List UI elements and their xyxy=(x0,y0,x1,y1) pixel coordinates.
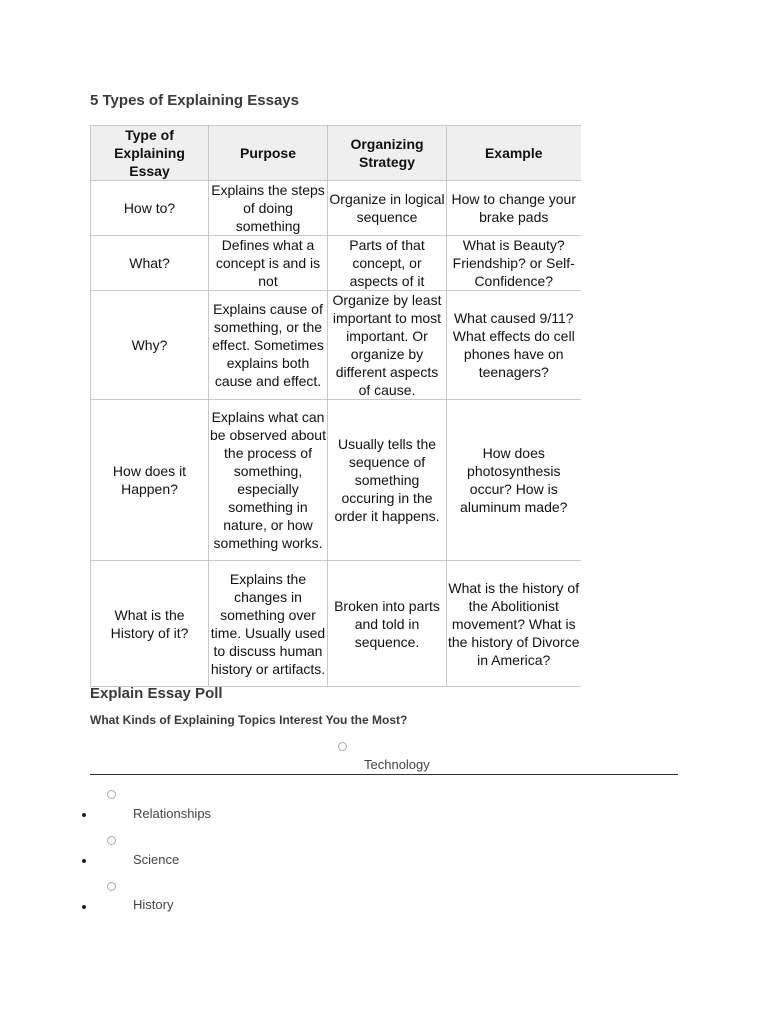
cell-type: How does it Happen? xyxy=(91,400,209,561)
poll-title: Explain Essay Poll xyxy=(90,685,223,702)
bullet-icon xyxy=(82,859,86,863)
cell-type: What is the History of it? xyxy=(91,561,209,687)
essay-types-table xyxy=(90,125,581,687)
cell-purpose: Explains cause of something, or the effect. Sometimes explains both cause and effect. xyxy=(209,291,328,400)
cell-strategy: Broken into parts and told in sequence. xyxy=(328,561,447,687)
option-label-relationships[interactable]: Relationships xyxy=(133,806,212,821)
cell-type: What? xyxy=(91,236,209,291)
table-row xyxy=(91,236,581,291)
header-type: Type of Explaining Essay xyxy=(91,126,209,181)
divider xyxy=(90,774,678,775)
header-strategy: Organizing Strategy xyxy=(328,126,447,181)
page-title: 5 Types of Explaining Essays xyxy=(90,92,299,109)
cell-strategy: Parts of that concept, or aspects of it xyxy=(328,236,447,291)
option-label-history[interactable]: History xyxy=(133,897,174,912)
table-header-row xyxy=(91,126,581,181)
header-purpose: Purpose xyxy=(209,126,328,181)
radio-history[interactable] xyxy=(107,882,116,891)
table-row xyxy=(91,400,581,561)
header-example: Example xyxy=(447,126,581,181)
cell-example: What caused 9/11? What effects do cell phones have on teenagers? xyxy=(447,291,581,400)
radio-science[interactable] xyxy=(107,836,116,845)
cell-purpose: Explains the changes in something over time. Usually used to discuss human history or artifacts. xyxy=(209,561,328,687)
cell-strategy: Usually tells the sequence of something occuring in the order it happens. xyxy=(328,400,447,561)
cell-example: How does photosynthesis occur? How is aluminum made? xyxy=(447,400,581,561)
cell-type: Why? xyxy=(91,291,209,400)
cell-strategy: Organize by least important to most important. Or organize by different aspects of cause. xyxy=(328,291,447,400)
poll-question: What Kinds of Explaining Topics Interest You the Most? xyxy=(90,713,408,727)
option-label-technology[interactable]: Technology xyxy=(364,757,430,772)
cell-type: How to? xyxy=(91,181,209,236)
cell-example: How to change your brake pads xyxy=(447,181,581,236)
cell-strategy: Organize in logical sequence xyxy=(328,181,447,236)
cell-example: What is Beauty? Friendship? or Self-Confidence? xyxy=(447,236,581,291)
option-label-science[interactable]: Science xyxy=(133,852,180,867)
cell-purpose: Explains the steps of doing something xyxy=(209,181,328,236)
bullet-icon xyxy=(82,905,86,909)
table-row xyxy=(91,181,581,236)
cell-example: What is the history of the Abolitionist movement? What is the history of Divorce in America? xyxy=(447,561,581,687)
bullet-icon xyxy=(82,813,86,817)
radio-technology[interactable] xyxy=(338,742,347,751)
radio-relationships[interactable] xyxy=(107,790,116,799)
cell-purpose: Explains what can be observed about the process of something, especially something in nature, or how something works. xyxy=(209,400,328,561)
table-row xyxy=(91,561,581,687)
table-row xyxy=(91,291,581,400)
cell-purpose: Defines what a concept is and is not xyxy=(209,236,328,291)
